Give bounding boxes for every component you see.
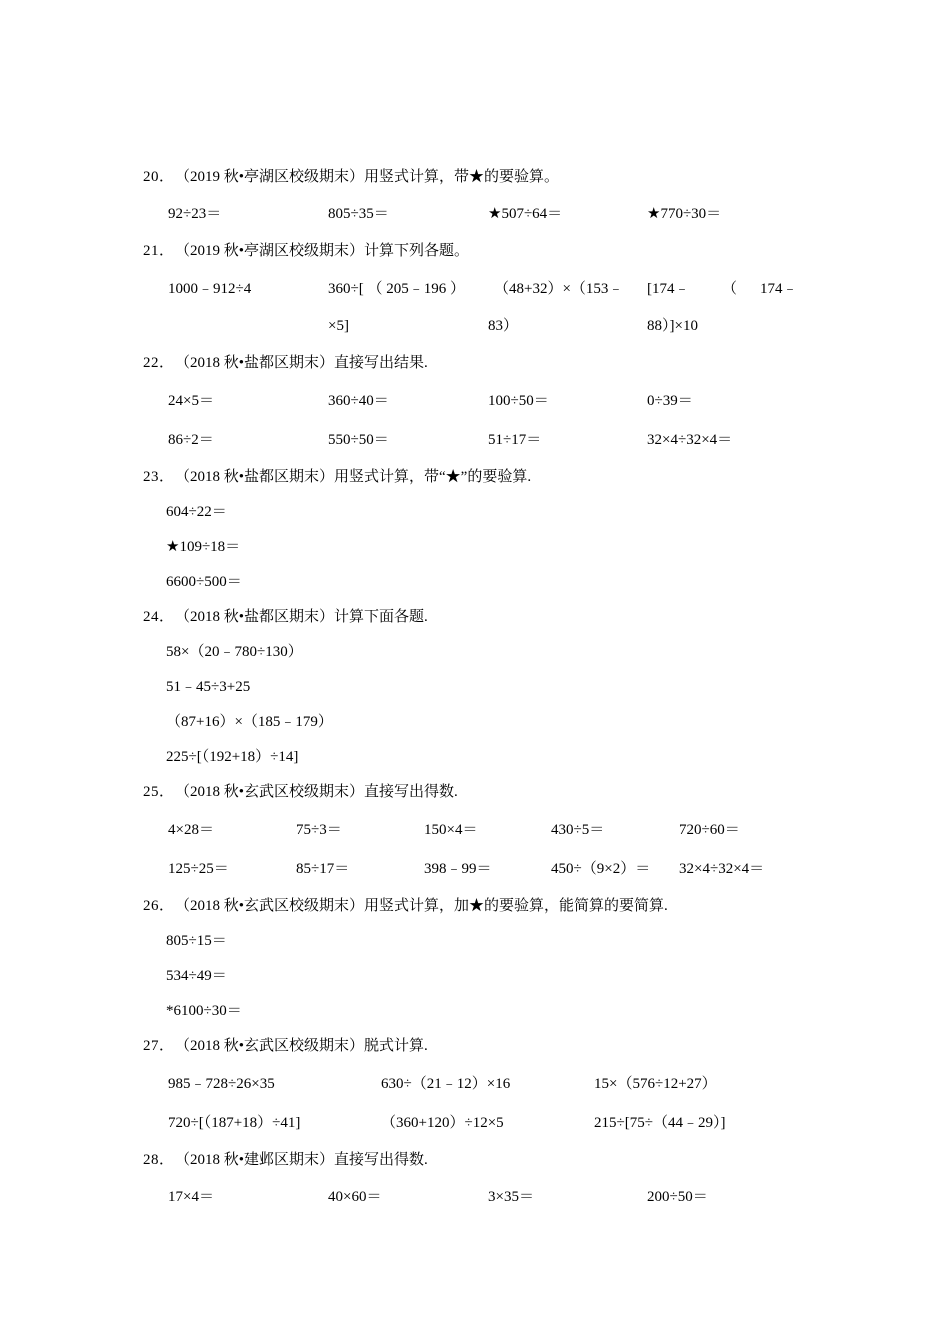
- q28-item-4: 200÷50＝: [647, 1189, 708, 1205]
- q21-item-1: 1000﹣912÷4: [168, 281, 252, 297]
- question-21-header: （2019 秋•亭湖区校级期末）计算下列各题。: [175, 243, 470, 259]
- q22-row2-item-2: 550÷50＝: [328, 432, 389, 448]
- q23-item-2: ★109÷18＝: [166, 539, 241, 555]
- q25-row2-item-5: 32×4÷32×4＝: [679, 861, 765, 877]
- q24-item-4: 225÷[（192+18）÷14]: [166, 749, 299, 765]
- q21-item-2-cont: ×5]: [328, 318, 349, 334]
- q27-row2-item-2: （360+120）÷12×5: [381, 1115, 504, 1131]
- q25-row2-item-3: 398﹣99＝: [424, 861, 492, 877]
- question-28-header: （2018 秋•建邺区期末）直接写出得数.: [175, 1152, 428, 1168]
- q26-item-1: 805÷15＝: [166, 933, 227, 949]
- q21-item-3-cont: 83）: [488, 318, 519, 334]
- question-26-header: （2018 秋•玄武区校级期末）用竖式计算，加★的要验算，能简算的要简算.: [175, 898, 668, 914]
- q22-row2-item-3: 51÷17＝: [488, 432, 542, 448]
- q22-row2-item-4: 32×4÷32×4＝: [647, 432, 733, 448]
- question-22-header: （2018 秋•盐都区期末）直接写出结果.: [175, 355, 428, 371]
- q27-row1-item-1: 985﹣728÷26×35: [168, 1076, 275, 1092]
- q23-item-3: 6600÷500＝: [166, 574, 242, 590]
- q21-item-6: 174﹣: [760, 281, 798, 297]
- q21-item-4-cont: 88）]×10: [647, 318, 698, 334]
- question-25-header: （2018 秋•玄武区校级期末）直接写出得数.: [175, 784, 458, 800]
- q28-item-3: 3×35＝: [488, 1189, 534, 1205]
- q22-row1-item-1: 24×5＝: [168, 393, 214, 409]
- question-24-number: 24．: [143, 609, 175, 625]
- q20-item-1: 92÷23＝: [168, 206, 222, 222]
- q25-row1-item-3: 150×4＝: [424, 822, 478, 838]
- question-20-number: 20．: [143, 169, 175, 185]
- question-23-header: （2018 秋•盐都区期末）用竖式计算，带“★”的要验算.: [175, 469, 532, 485]
- question-24-header: （2018 秋•盐都区期末）计算下面各题.: [175, 609, 428, 625]
- q20-item-3: ★507÷64＝: [488, 206, 563, 222]
- question-20-header: （2019 秋•亭湖区校级期末）用竖式计算，带★的要验算。: [175, 169, 560, 185]
- q27-row1-item-2: 630÷（21﹣12）×16: [381, 1076, 511, 1092]
- q22-row1-item-2: 360÷40＝: [328, 393, 389, 409]
- q28-item-1: 17×4＝: [168, 1189, 214, 1205]
- q25-row2-item-1: 125÷25＝: [168, 861, 229, 877]
- q26-item-3: *6100÷30＝: [166, 1003, 242, 1019]
- question-27-number: 27．: [143, 1038, 175, 1054]
- q22-row2-item-1: 86÷2＝: [168, 432, 214, 448]
- q24-item-2: 51﹣45÷3+25: [166, 679, 251, 695]
- q25-row1-item-4: 430÷5＝: [551, 822, 605, 838]
- q21-item-2: 360÷[ （ 205﹣196 ）: [328, 281, 465, 297]
- question-22-number: 22．: [143, 355, 175, 371]
- q26-item-2: 534÷49＝: [166, 968, 227, 984]
- question-26-number: 26．: [143, 898, 175, 914]
- q25-row1-item-1: 4×28＝: [168, 822, 214, 838]
- q20-item-4: ★770÷30＝: [647, 206, 722, 222]
- q21-item-4: [174﹣: [647, 281, 690, 297]
- q22-row1-item-4: 0÷39＝: [647, 393, 693, 409]
- q27-row2-item-3: 215÷[75÷（44﹣29）]: [594, 1115, 726, 1131]
- q28-item-2: 40×60＝: [328, 1189, 382, 1205]
- q25-row1-item-2: 75÷3＝: [296, 822, 342, 838]
- q27-row1-item-3: 15×（576÷12+27）: [594, 1076, 717, 1092]
- q20-item-2: 805÷35＝: [328, 206, 389, 222]
- q27-row2-item-1: 720÷[（187+18）÷41]: [168, 1115, 301, 1131]
- q21-item-3: （48+32）×（153﹣: [494, 281, 624, 297]
- question-21-number: 21．: [143, 243, 175, 259]
- q22-row1-item-3: 100÷50＝: [488, 393, 549, 409]
- question-28-number: 28．: [143, 1152, 175, 1168]
- question-27-header: （2018 秋•玄武区校级期末）脱式计算.: [175, 1038, 428, 1054]
- q24-item-1: 58×（20﹣780÷130）: [166, 644, 303, 660]
- q25-row2-item-4: 450÷（9×2）＝: [551, 861, 651, 877]
- question-23-number: 23．: [143, 469, 175, 485]
- q23-item-1: 604÷22＝: [166, 504, 227, 520]
- q25-row1-item-5: 720÷60＝: [679, 822, 740, 838]
- question-25-number: 25．: [143, 784, 175, 800]
- q24-item-3: （87+16）×（185﹣179）: [166, 714, 333, 730]
- q25-row2-item-2: 85÷17＝: [296, 861, 350, 877]
- q21-item-5: （: [722, 281, 738, 297]
